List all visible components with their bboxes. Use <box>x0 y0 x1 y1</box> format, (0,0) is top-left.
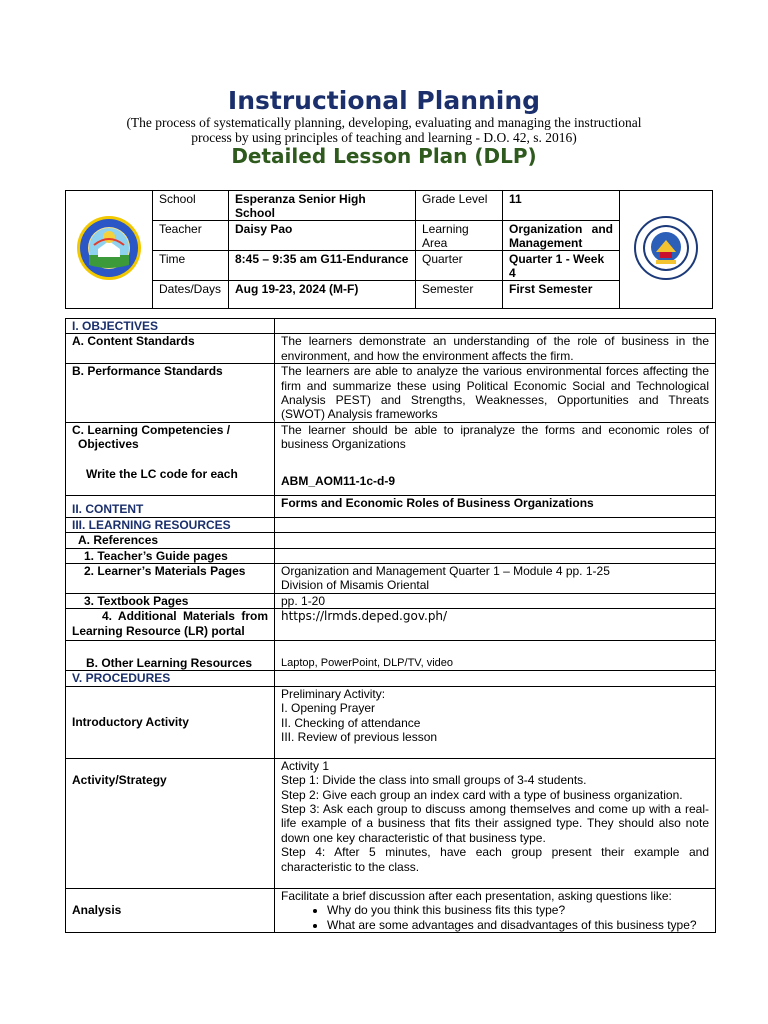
lr-portal-link[interactable]: https://lrmds.deped.gov.ph/ <box>275 609 716 641</box>
dlp-title: Detailed Lesson Plan (DLP) <box>231 144 537 168</box>
semester-label: Semester <box>416 281 503 309</box>
school-info-table <box>65 190 713 309</box>
other-resources-value: Laptop, PowerPoint, DLP/TV, video <box>275 641 716 671</box>
competencies-label: C. Learning Competencies / Objectives Write the LC code for each <box>66 422 275 495</box>
time-label: Time <box>153 251 229 281</box>
competencies-value: The learner should be able to ipranalyze the forms and economic roles of business Organizations ABM_AOM11-1c-d-9 <box>275 422 716 495</box>
textbook-label: 3. Textbook Pages <box>66 593 275 608</box>
time-value: 8:45 – 9:35 am G11-Endurance <box>229 251 416 281</box>
analysis-questions <box>281 903 709 932</box>
textbook-value: pp. 1-20 <box>275 593 716 608</box>
section-objectives: I. OBJECTIVES <box>66 319 275 334</box>
teacher-label: Teacher <box>153 221 229 251</box>
analysis-label: Analysis <box>66 888 275 932</box>
performance-standards-label: B. Performance Standards <box>66 364 275 423</box>
introductory-activity-label: Introductory Activity <box>66 686 275 758</box>
school-seal-logo <box>66 191 153 309</box>
page-subtitle: (The process of systematically planning, developing, evaluating and managing the instructional process by using principles of teaching and learning - D.O. 42, s. 2016) <box>126 115 642 145</box>
other-resources-label: B. Other Learning Resources <box>66 641 275 671</box>
list-item: • What are some advantages and disadvantages of this business type? <box>327 918 709 932</box>
section-procedures: V. PROCEDURES <box>66 671 275 686</box>
school-value: Esperanza Senior High School <box>229 191 416 221</box>
activity-strategy-value: Activity 1 Step 1: Divide the class into small groups of 3-4 students. Step 2: Give each group an index card with a type of business organization. Step 3: Ask each group to discuss among themselves and come up with a real-life example of a business that fits their assigned type. They should also note down one key characteristic of that business type. Step 4: After 5 minutes, have each group present their example and characteristic to the class. <box>275 758 716 888</box>
introductory-activity-value: Preliminary Activity: I. Opening Prayer II. Checking of attendance III. Review of previous lesson <box>275 686 716 758</box>
quarter-label: Quarter <box>416 251 503 281</box>
references-label: A. References <box>66 533 275 548</box>
lc-code: ABM_AOM11-1c-d-9 <box>281 473 396 488</box>
learning-area-label: Learning Area <box>416 221 503 251</box>
dates-label: Dates/Days <box>153 281 229 309</box>
learners-materials-label: 2. Learner’s Materials Pages <box>66 564 275 594</box>
grade-label: Grade Level <box>416 191 503 221</box>
activity-strategy-label: Activity/Strategy <box>66 758 275 888</box>
content-standards-value: The learners demonstrate an understanding of the role of business in the environment, and how the environment affects the firm. <box>275 334 716 364</box>
learners-materials-value: Organization and Management Quarter 1 – Module 4 pp. 1-25 Division of Misamis Oriental <box>275 564 716 594</box>
semester-value: First Semester <box>503 281 620 309</box>
content-value: Forms and Economic Roles of Business Organizations <box>275 495 716 517</box>
grade-value: 11 <box>503 191 620 221</box>
section-content: II. CONTENT <box>66 495 275 517</box>
list-item: • Why do you think this business fits this type? <box>327 903 709 917</box>
content-standards-label: A. Content Standards <box>66 334 275 364</box>
page-title: Instructional Planning <box>227 86 541 115</box>
teacher-value: Daisy Pao <box>229 221 416 251</box>
lesson-plan-table <box>65 318 716 933</box>
analysis-value: Facilitate a brief discussion after each presentation, asking questions like: • Why do you think this business fits this type? • What are some advantages and disadvantages of this business type? <box>275 888 716 932</box>
deped-seal-logo <box>620 191 713 309</box>
performance-standards-value: The learners are able to analyze the various environmental forces affecting the firm and summarize these using Political Economic Social and Technological Analysis PEST) and Strengths, Weaknesses, Opportunities and Threats (SWOT) Analysis frameworks <box>275 364 716 423</box>
teachers-guide-label: 1. Teacher’s Guide pages <box>66 548 275 563</box>
school-label: School <box>153 191 229 221</box>
dates-value: Aug 19-23, 2024 (M-F) <box>229 281 416 309</box>
learning-area-value: Organization and Management <box>503 221 620 251</box>
additional-materials-label: 4. Additional Materials from Learning Resource (LR) portal <box>66 609 275 641</box>
quarter-value: Quarter 1 - Week 4 <box>503 251 620 281</box>
section-learning-resources: III. LEARNING RESOURCES <box>66 517 275 532</box>
